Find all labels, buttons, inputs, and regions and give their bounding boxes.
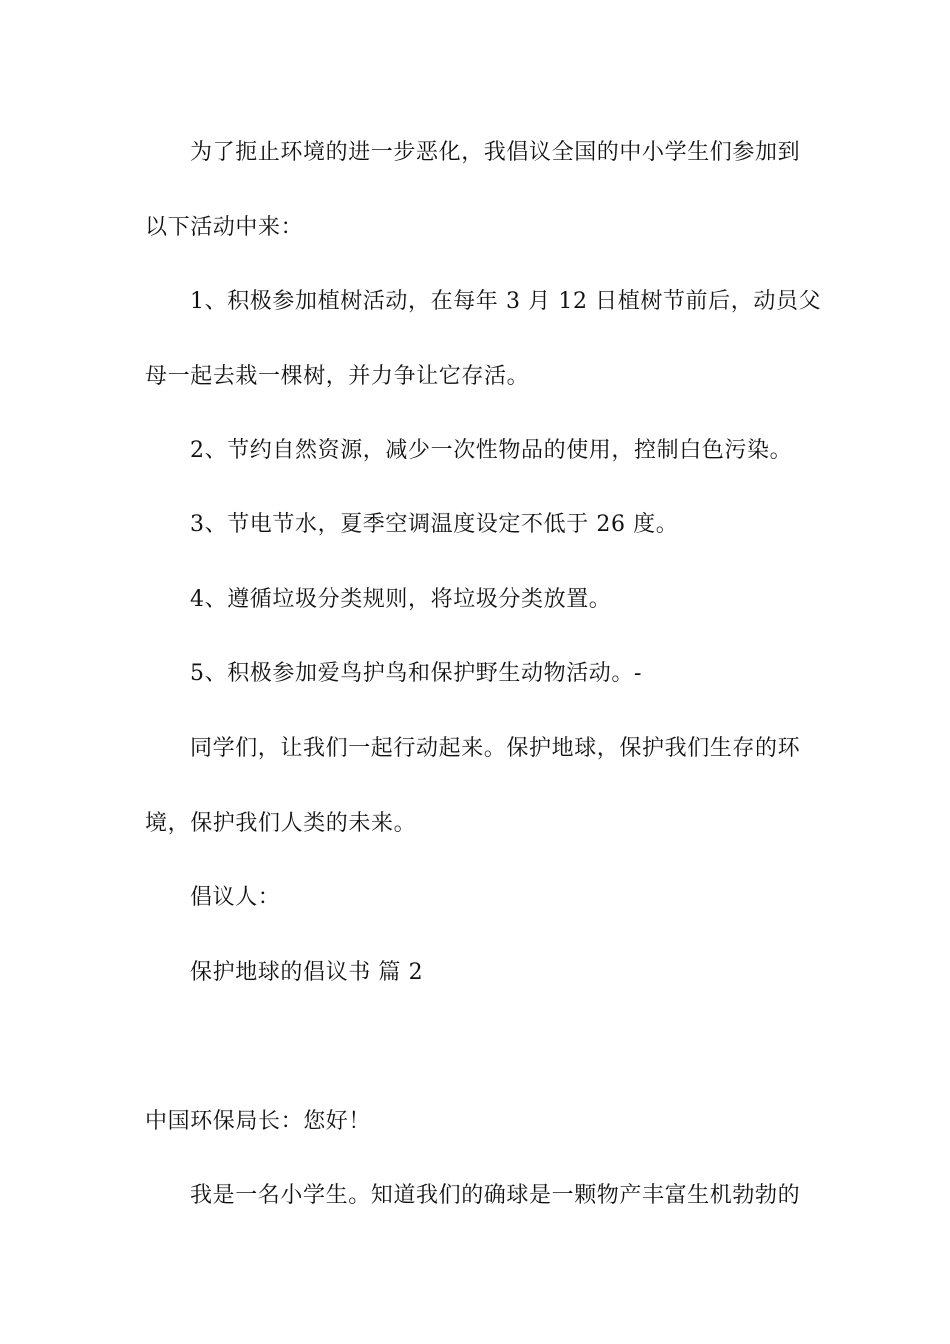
item-1-line-1: 1、积极参加植树活动，在每年 3 月 12 日植树节前后，动员父 (190, 289, 822, 314)
item-2: 2、节约自然资源，减少一次性物品的使用，控制白色污染。 (190, 438, 793, 463)
item-5: 5、积极参加爱鸟护鸟和保护野生动物活动。- (190, 661, 643, 686)
item-4: 4、遵循垃圾分类规则，将垃圾分类放置。 (190, 587, 612, 612)
letter-body-line-1: 我是一名小学生。知道我们的确球是一颗物产丰富生机勃勃的 (190, 1183, 801, 1208)
closing-line-2: 境，保护我们人类的未来。 (145, 811, 417, 836)
paragraph-intro-line-1: 为了扼止环境的进一步恶化，我倡议全国的中小学生们参加到 (190, 140, 801, 165)
item-1-line-2: 母一起去栽一棵树，并力争让它存活。 (145, 364, 530, 389)
section-heading: 保护地球的倡议书 篇 2 (190, 960, 424, 985)
signature-label: 倡议人： (190, 885, 281, 910)
closing-line-1: 同学们，让我们一起行动起来。保护地球，保护我们生存的环 (190, 736, 801, 761)
letter-salutation: 中国环保局长：您好！ (145, 1109, 372, 1134)
paragraph-intro-line-2: 以下活动中来： (145, 215, 304, 240)
item-3: 3、节电节水，夏季空调温度设定不低于 26 度。 (190, 512, 679, 537)
